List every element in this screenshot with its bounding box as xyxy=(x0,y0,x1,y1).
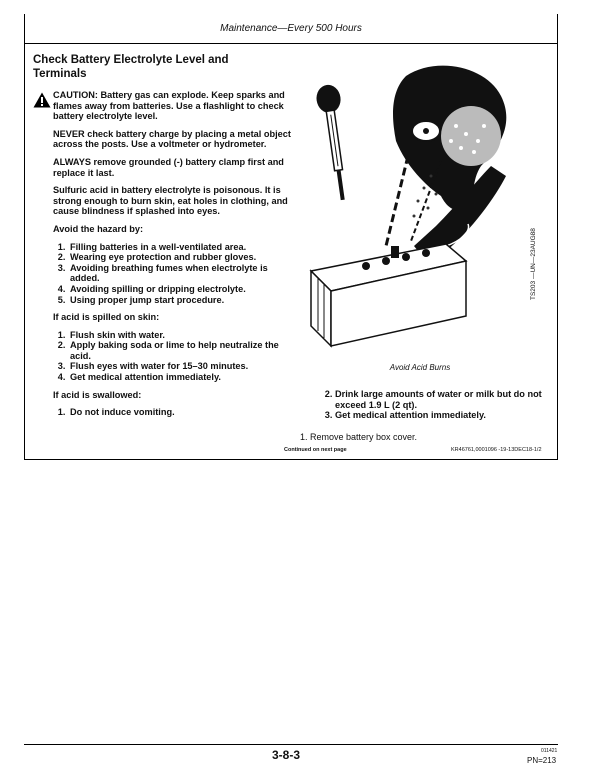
caution-block xyxy=(33,90,291,122)
list-item: 2. Apply baking soda or lime to help neutralize the acid. xyxy=(68,340,291,361)
list-item: 1. Filling batteries in a well-ventilated area. xyxy=(68,242,291,253)
list-item: 1. Flush skin with water. xyxy=(68,330,291,341)
continued-note: Continued on next page xyxy=(284,447,347,453)
warning-triangle-icon xyxy=(33,92,51,108)
list-item: 3. Flush eyes with water for 15–30 minutes. xyxy=(68,361,291,372)
continued-list xyxy=(318,389,554,421)
caution-text: CAUTION: Battery gas can explode. Keep sparks and flames away from batteries. Use a flashlight to check battery electrolyte level. xyxy=(53,90,285,122)
list-item: 2. Wearing eye protection and rubber gloves. xyxy=(68,252,291,263)
step-remove-cover: 1. Remove battery box cover. xyxy=(300,432,418,442)
footer-divider xyxy=(24,744,558,745)
skin-heading: If acid is spilled on skin: xyxy=(53,312,160,323)
reference-code: KR46761,0001096 -19-13DEC18-1/2 xyxy=(451,447,542,453)
section-title: Check Battery Electrolyte Level and Terminals xyxy=(33,54,229,80)
header-title: Maintenance—Every 500 Hours xyxy=(220,23,362,34)
swallowed-heading: If acid is swallowed: xyxy=(53,389,142,400)
always-paragraph: ALWAYS remove grounded (-) battery clamp first and replace it last. xyxy=(53,156,284,178)
list-item: 2. Drink large amounts of water or milk but do not exceed 1.9 L (2 qt). xyxy=(335,389,554,410)
list-item: 4. Avoiding spilling or dripping electrolyte. xyxy=(68,284,291,295)
hydrometer xyxy=(315,83,355,201)
pn-label: PN=213 xyxy=(527,756,557,765)
avoid-heading: Avoid the hazard by: xyxy=(53,223,144,234)
page-header xyxy=(24,14,558,44)
right-column xyxy=(318,389,554,421)
swallowed-list xyxy=(33,407,291,418)
illustration-code: TS203 —UN—23AUG88 xyxy=(530,228,537,300)
footer-small-code: 011421 xyxy=(541,748,558,754)
acid-paragraph: Sulfuric acid in battery electrolyte is poisonous. It is strong enough to burn skin, eat holes in clothing, and cause blindness if splashed into eyes. xyxy=(53,185,288,217)
list-item: 3. Get medical attention immediately. xyxy=(335,410,554,421)
avoid-acid-burns-illustration xyxy=(296,56,528,354)
list-item: 5. Using proper jump start procedure. xyxy=(68,295,291,306)
page-number: 3-8-3 xyxy=(272,748,301,762)
list-item: 4. Get medical attention immediately. xyxy=(68,372,291,383)
left-column xyxy=(33,90,291,425)
illustration-caption: Avoid Acid Burns xyxy=(389,363,451,372)
avoid-hazard-list xyxy=(33,242,291,306)
never-paragraph: NEVER check battery charge by placing a metal object across the posts. Use a voltmeter or hydrometer. xyxy=(53,128,291,150)
battery xyxy=(311,244,466,346)
list-item: 3. Avoiding breathing fumes when electrolyte is added. xyxy=(68,263,291,284)
skin-list xyxy=(33,330,291,383)
list-item: 1. Do not induce vomiting. xyxy=(68,407,291,418)
